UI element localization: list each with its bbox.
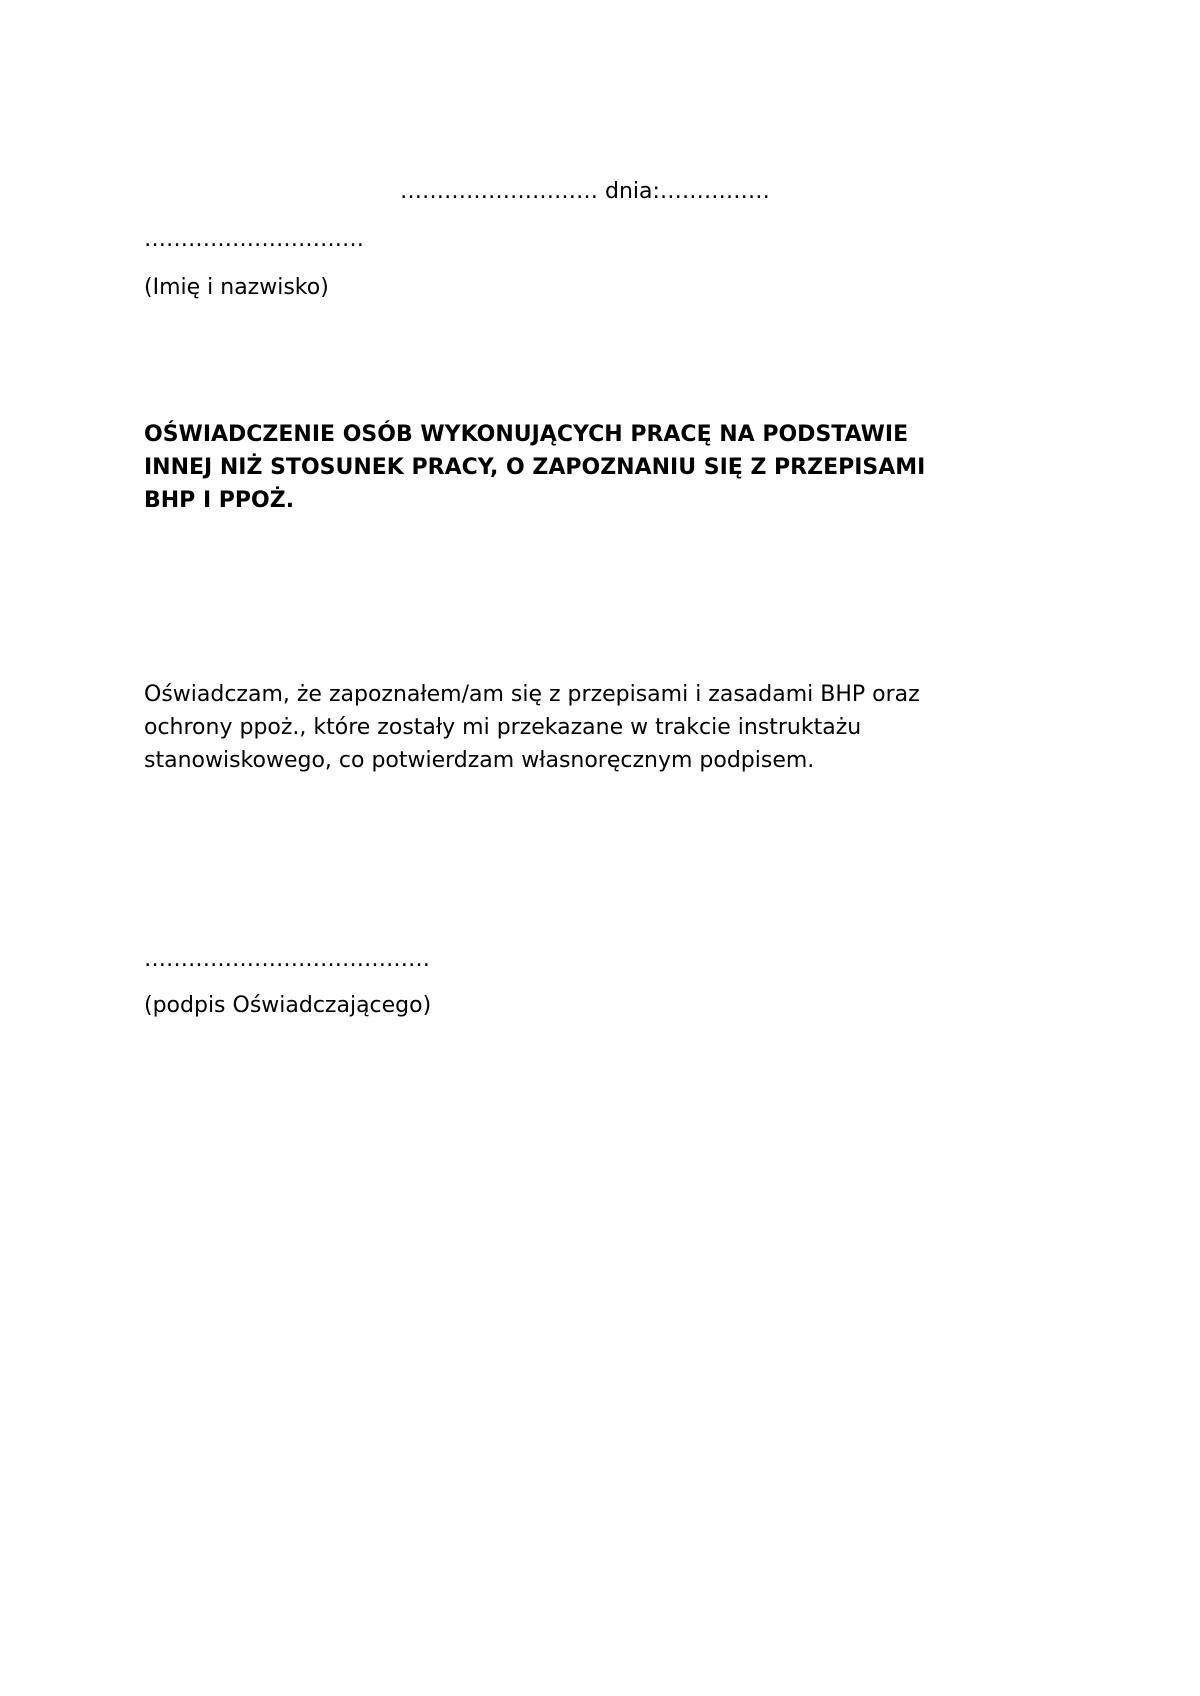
statement-paragraph xyxy=(144,678,1064,777)
title-line: BHP I PPOŻ. xyxy=(144,488,295,513)
title-line: INNEJ NIŻ STOSUNEK PRACY, O ZAPOZNANIU SIĘ Z PRZEPISAMI xyxy=(144,455,926,480)
place-date-line xyxy=(400,176,770,208)
document-title xyxy=(144,418,1044,517)
name-label: (Imię i nazwisko) xyxy=(144,275,329,300)
date-placeholder: …………… xyxy=(659,179,770,204)
name-placeholder: ………………………… xyxy=(144,227,364,252)
signature-label: (podpis Oświadczającego) xyxy=(144,993,432,1018)
statement-line: Oświadczam, że zapoznałem/am się z przepisami i zasadami BHP oraz xyxy=(144,682,920,707)
place-placeholder: ……………………… xyxy=(400,179,598,204)
statement-line: ochrony ppoż., które zostały mi przekazane w trakcie instruktażu xyxy=(144,715,862,740)
statement-line: stanowiskowego, co potwierdzam własnoręcznym podpisem. xyxy=(144,748,815,773)
signature-placeholder: ………………………………… xyxy=(144,947,430,972)
title-line: OŚWIADCZENIE OSÓB WYKONUJĄCYCH PRACĘ NA PODSTAWIE xyxy=(144,422,909,447)
date-label: dnia: xyxy=(605,179,660,204)
